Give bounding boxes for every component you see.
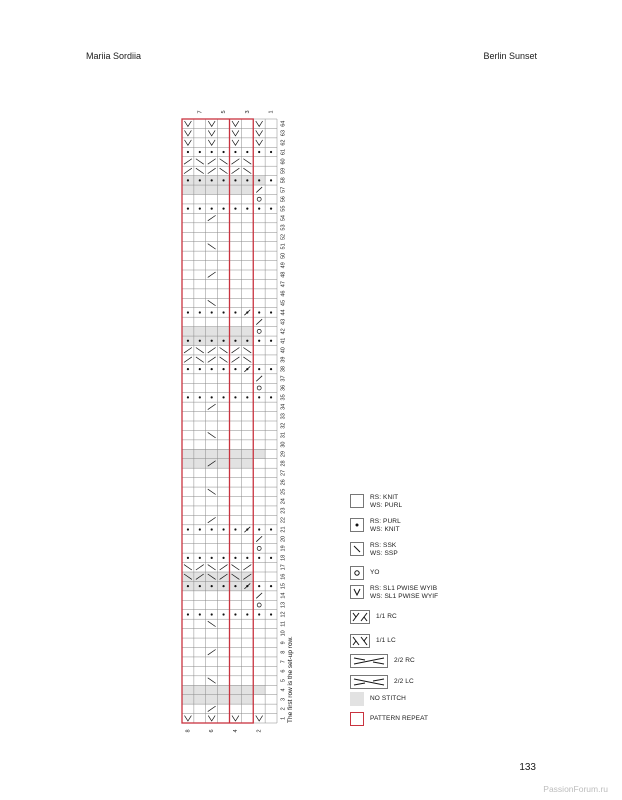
purl-dot: [258, 557, 260, 559]
purl-dot: [246, 179, 248, 181]
page-number: 133: [519, 762, 536, 773]
purl-dot: [258, 311, 260, 313]
purl-dot: [234, 311, 236, 313]
row-number: 34: [280, 403, 287, 410]
purl-dot: [222, 557, 224, 559]
legend-ssk: RS: SSK WS: SSP: [350, 542, 530, 558]
row-number: 42: [280, 328, 287, 335]
purl-dot: [270, 368, 272, 370]
purl-dot: [270, 340, 272, 342]
row-number: 63: [280, 130, 287, 137]
purl-dot: [199, 613, 201, 615]
row-number: 56: [280, 196, 287, 203]
purl-dot: [234, 179, 236, 181]
pattern-title: Berlin Sunset: [483, 51, 537, 61]
row-number: 31: [280, 432, 287, 439]
purl-dot: [187, 613, 189, 615]
purl-dot: [246, 613, 248, 615]
pattern-repeat-swatch: [350, 712, 364, 726]
row-number: 6: [280, 669, 287, 673]
row-number: 37: [280, 375, 287, 382]
purl-dot: [211, 151, 213, 153]
purl-dot: [199, 311, 201, 313]
row-number: 41: [280, 337, 287, 344]
purl-dot: [234, 151, 236, 153]
purl-dot: [211, 311, 213, 313]
purl-dot: [222, 179, 224, 181]
purl-dot: [199, 208, 201, 210]
row-number: 11: [280, 621, 287, 627]
watermark: PassionForum.ru: [543, 784, 608, 794]
left-cross-icon: [350, 634, 370, 648]
row-number: 35: [280, 394, 287, 401]
row-number: 28: [280, 460, 287, 467]
row-number: 36: [280, 384, 287, 392]
legend-sl1: RS: SL1 PWISE WYIB WS: SL1 PWISE WYIF: [350, 585, 530, 601]
row-number: 20: [280, 535, 287, 543]
two-two-left-cross-icon: [350, 675, 388, 689]
purl-dot: [211, 396, 213, 398]
purl-dot: [270, 528, 272, 530]
purl-dot: [211, 585, 213, 587]
row-number: 13: [280, 601, 287, 609]
purl-dot: [211, 557, 213, 559]
row-number: 54: [280, 215, 287, 222]
legend-repeat: PATTERN REPEAT: [350, 712, 530, 728]
purl-dot: [234, 340, 236, 342]
purl-dot: [187, 179, 189, 181]
row-number: 25: [280, 488, 287, 495]
purl-dot: [199, 585, 201, 587]
purl-dot: [258, 613, 260, 615]
legend-lc22: 2/2 LC: [350, 675, 530, 691]
purl-dot: [211, 179, 213, 181]
purl-dot: [270, 151, 272, 153]
purl-dot: [187, 311, 189, 313]
row-number: 52: [280, 233, 287, 241]
legend-knit: RS: KNIT WS: PURL: [350, 494, 530, 510]
legend-rc11: 1/1 RC: [350, 610, 530, 626]
purl-dot: [234, 368, 236, 370]
row-number: 39: [280, 356, 287, 363]
purl-dot: [234, 208, 236, 210]
row-number: 10: [280, 630, 287, 637]
purl-dot: [187, 340, 189, 342]
purl-dot: [258, 585, 260, 587]
row-number: 21: [280, 526, 287, 533]
purl-dot: [270, 613, 272, 615]
row-number: 30: [280, 441, 287, 448]
purl-dot: [211, 368, 213, 370]
row-number: 15: [280, 583, 287, 590]
stitch-number: 6: [209, 729, 216, 733]
row-number: 3: [280, 697, 287, 701]
purl-dot: [187, 208, 189, 210]
purl-dot: [270, 311, 272, 313]
row-number: 24: [280, 498, 287, 505]
stitch-number: 8: [185, 729, 192, 733]
row-number: 44: [280, 309, 287, 316]
purl-dot: [258, 340, 260, 342]
row-number: 22: [280, 517, 287, 524]
row-number: 40: [280, 347, 287, 354]
legend-yo: YO: [350, 566, 530, 582]
purl-dot: [199, 340, 201, 342]
stitch-number: 3: [244, 110, 251, 114]
purl-dot: [222, 585, 224, 587]
ssk-slash-icon: [350, 542, 364, 556]
row-number: 49: [280, 262, 287, 269]
row-number: 18: [280, 554, 287, 561]
stitch-number: 5: [221, 110, 228, 114]
purl-dot: [270, 557, 272, 559]
row-number: 12: [280, 611, 287, 618]
legend-nostitch: NO STITCH: [350, 692, 530, 708]
purl-dot: [258, 151, 260, 153]
row-number: 16: [280, 573, 287, 580]
row-number: 62: [280, 139, 287, 146]
purl-dot: [258, 528, 260, 530]
row-number: 19: [280, 545, 287, 552]
no-stitch-swatch: [350, 692, 364, 706]
row-number: 43: [280, 318, 287, 325]
row-number: 50: [280, 252, 287, 259]
purl-dot: [270, 179, 272, 181]
purl-dot: [222, 340, 224, 342]
row-number: 58: [280, 177, 287, 184]
row-number: 8: [280, 650, 287, 654]
stitch-number: 4: [232, 729, 239, 733]
purl-dot: [258, 208, 260, 210]
purl-dot: [211, 208, 213, 210]
row-number: 26: [280, 479, 287, 486]
purl-dot: [246, 208, 248, 210]
purl-dot: [211, 613, 213, 615]
row-number: 47: [280, 281, 287, 288]
purl-dot: [234, 585, 236, 587]
purl-dot: [222, 311, 224, 313]
row-number: 60: [280, 158, 287, 165]
legend-purl: RS: PURL WS: KNIT: [350, 518, 530, 534]
purl-dot: [187, 151, 189, 153]
row-number: 2: [280, 707, 287, 711]
row-number: 32: [280, 422, 287, 429]
stitch-number: 7: [197, 110, 204, 114]
row-number: 64: [280, 120, 287, 127]
row-number: 55: [280, 205, 287, 212]
purl-dot: [199, 557, 201, 559]
purl-dot: [258, 179, 260, 181]
legend-rc22: 2/2 RC: [350, 654, 530, 670]
row-number: 46: [280, 290, 287, 297]
row-number: 57: [280, 186, 287, 193]
knit-symbol: [350, 494, 364, 508]
yo-circle-icon: [350, 566, 364, 580]
purl-dot: [187, 368, 189, 370]
purl-dot-icon: [350, 518, 364, 532]
purl-dot: [199, 368, 201, 370]
row-number: 1: [280, 716, 287, 720]
purl-dot: [222, 613, 224, 615]
right-cross-icon: [350, 610, 370, 624]
legend-lc11: 1/1 LC: [350, 634, 530, 650]
purl-dot: [222, 368, 224, 370]
row-number: 38: [280, 366, 287, 373]
stitch-number: 2: [256, 729, 263, 733]
purl-dot: [246, 340, 248, 342]
purl-dot: [270, 396, 272, 398]
row-number: 51: [280, 243, 287, 250]
purl-dot: [246, 151, 248, 153]
row-number: 7: [280, 660, 287, 664]
row-number: 27: [280, 469, 287, 476]
purl-dot: [222, 151, 224, 153]
purl-dot: [211, 340, 213, 342]
row-number: 9: [280, 641, 287, 645]
purl-dot: [199, 151, 201, 153]
purl-dot: [199, 179, 201, 181]
purl-dot: [234, 396, 236, 398]
purl-dot: [234, 557, 236, 559]
row-number: 33: [280, 413, 287, 420]
purl-dot: [270, 208, 272, 210]
purl-dot: [199, 528, 201, 530]
row-number: 23: [280, 507, 287, 514]
purl-dot: [187, 396, 189, 398]
row-number: 48: [280, 271, 287, 278]
row-number: 59: [280, 167, 287, 174]
row-number: 14: [280, 592, 287, 599]
slip-v-icon: [350, 585, 364, 599]
setup-row-note: The first row is the set-up row.: [287, 636, 294, 723]
row-number: 4: [280, 688, 287, 692]
purl-dot: [258, 396, 260, 398]
row-number: 5: [280, 679, 287, 683]
purl-dot: [234, 613, 236, 615]
author-name: Mariia Sordiia: [86, 51, 142, 61]
row-number: 53: [280, 224, 287, 231]
purl-dot: [222, 396, 224, 398]
purl-dot: [246, 396, 248, 398]
row-number: 61: [280, 148, 287, 156]
row-number: 17: [280, 564, 287, 571]
two-two-right-cross-icon: [350, 654, 388, 668]
purl-dot: [187, 585, 189, 587]
purl-dot: [222, 528, 224, 530]
row-number: 29: [280, 450, 287, 458]
purl-dot: [258, 368, 260, 370]
purl-dot: [187, 528, 189, 530]
purl-dot: [187, 557, 189, 559]
purl-dot: [246, 557, 248, 559]
purl-dot: [199, 396, 201, 398]
purl-dot: [234, 528, 236, 530]
row-number: 45: [280, 299, 287, 307]
purl-dot: [222, 208, 224, 210]
purl-dot: [270, 585, 272, 587]
stitch-number: 1: [268, 110, 275, 114]
purl-dot: [211, 528, 213, 530]
